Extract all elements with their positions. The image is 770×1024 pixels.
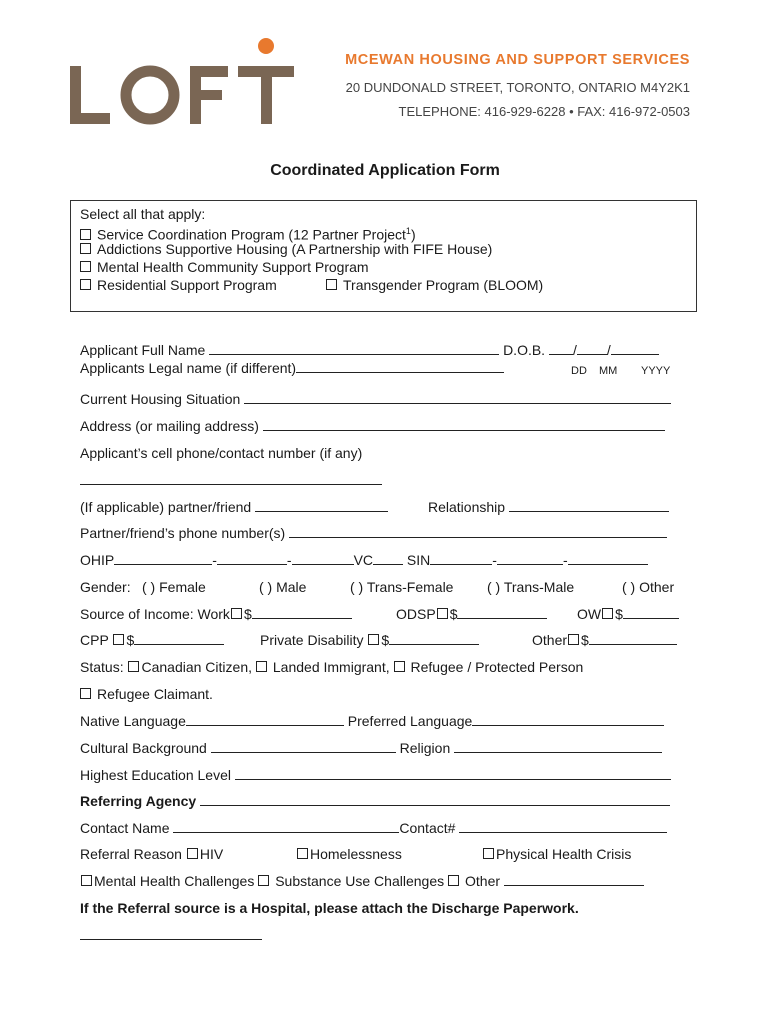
loft-logo: [68, 38, 300, 130]
checkbox[interactable]: [80, 261, 91, 272]
gender-option-trans-female[interactable]: ( ) Trans-Female: [350, 579, 454, 595]
preferred-language-field[interactable]: [472, 712, 664, 726]
org-address: 20 DUNDONALD STREET, TORONTO, ONTARIO M4Y2K1: [345, 80, 690, 95]
sin-field-2[interactable]: [497, 551, 563, 565]
form-title: Coordinated Application Form: [270, 162, 500, 179]
hospital-note: If the Referral source is a Hospital, please attach the Discharge Paperwork.: [80, 900, 579, 916]
legal-name-row: [80, 359, 504, 377]
education-field[interactable]: [235, 766, 671, 780]
housing-field[interactable]: [244, 390, 671, 404]
program-option-service-coordination: Service Coordination Program (12 Partner Project$^1$): [80, 222, 416, 244]
referring-agency-row: Referring Agency: [80, 792, 670, 810]
checkbox[interactable]: [568, 634, 579, 645]
checkbox[interactable]: [113, 634, 124, 645]
gender-option-other[interactable]: ( ) Other: [622, 579, 675, 595]
checkbox[interactable]: [80, 688, 91, 699]
relationship-field[interactable]: [509, 498, 669, 512]
checkbox[interactable]: [256, 661, 267, 672]
dob-mm-caption: MM: [599, 365, 618, 377]
sin-field-3[interactable]: [568, 551, 648, 565]
income-work-row: Source of Income: Work $: [80, 605, 352, 623]
signature-row: [80, 926, 262, 944]
footnote-mark: 1: [405, 226, 411, 236]
checkbox[interactable]: [368, 634, 379, 645]
program-option-addictions: Addictions Supportive Housing (A Partnership with FIFE House): [80, 240, 492, 258]
income-ow-amount[interactable]: [623, 605, 679, 619]
program-option-residential: Residential Support Program: [80, 276, 277, 294]
checkbox[interactable]: [483, 848, 494, 859]
referral-reason-physical-health: Physical Health Crisis: [482, 845, 631, 863]
housing-row: Current Housing Situation: [80, 390, 671, 408]
org-name: MCEWAN HOUSING AND SUPPORT SERVICES: [345, 52, 690, 68]
relationship-row: Relationship: [428, 498, 669, 516]
cultural-background-row: Cultural Background Religion: [80, 739, 662, 757]
checkbox[interactable]: [602, 608, 613, 619]
contact-row: Contact Name Contact#: [80, 819, 667, 837]
native-language-row: Native Language Preferred Language: [80, 712, 664, 730]
checkbox[interactable]: [81, 875, 92, 886]
income-private-disability-row: Private Disability $: [260, 631, 479, 649]
status-refugee-claimant-row: Refugee Claimant.: [80, 685, 213, 703]
program-option-mental-health: Mental Health Community Support Program: [80, 258, 369, 276]
contact-number-field[interactable]: [459, 819, 667, 833]
legal-name-label: Applicants Legal name (if different): [80, 360, 297, 376]
phone-field[interactable]: [80, 471, 382, 485]
status-row: Status: Canadian Citizen, Landed Immigrant, Refugee / Protected Person: [80, 659, 584, 675]
phone-row: [80, 471, 382, 489]
gender-option-trans-male[interactable]: ( ) Trans-Male: [487, 579, 575, 595]
program-option-transgender: Transgender Program (BLOOM): [326, 276, 543, 294]
contact-name-field[interactable]: [173, 819, 399, 833]
income-private-disability-amount[interactable]: [389, 631, 479, 645]
dob-month-field[interactable]: [577, 341, 607, 355]
checkbox[interactable]: [128, 661, 139, 672]
gender-label: Gender:: [80, 579, 131, 595]
org-telephone: TELEPHONE: 416-929-6228 • FAX: 416-972-0503: [398, 104, 690, 119]
dob-day-field[interactable]: [549, 341, 573, 355]
program-instruction: Select all that apply:: [80, 206, 206, 222]
income-other-row: Other $: [532, 631, 677, 649]
income-odsp-row: ODSP $: [396, 605, 547, 623]
income-ow-row: OW $: [577, 605, 679, 623]
checkbox[interactable]: [80, 229, 91, 240]
applicant-full-name-field[interactable]: [209, 341, 499, 355]
gender-option-male[interactable]: ( ) Male: [259, 579, 307, 595]
checkbox[interactable]: [80, 243, 91, 254]
checkbox[interactable]: [437, 608, 448, 619]
dob-label: D.O.B.: [503, 342, 546, 358]
address-field[interactable]: [263, 417, 665, 431]
native-language-field[interactable]: [186, 712, 344, 726]
referral-reason-row: Referral Reason HIV: [80, 846, 224, 862]
applicant-name-row: Applicant Full Name D.O.B. / /: [80, 341, 659, 359]
income-other-amount[interactable]: [589, 631, 677, 645]
cultural-background-field[interactable]: [211, 739, 396, 753]
partner-phone-field[interactable]: [289, 524, 667, 538]
ohip-field-1[interactable]: [114, 551, 212, 565]
checkbox[interactable]: [326, 279, 337, 290]
partner-row: (If applicable) partner/friend: [80, 498, 388, 516]
referral-reason-row-2: Mental Health Challenges Substance Use Challenges Other: [80, 872, 644, 890]
checkbox[interactable]: [448, 875, 459, 886]
ohip-field-3[interactable]: [292, 551, 354, 565]
logo-orange-dot: [258, 38, 274, 54]
income-work-amount[interactable]: [252, 605, 352, 619]
checkbox[interactable]: [394, 661, 405, 672]
dob-yyyy-caption: YYYY: [641, 365, 671, 377]
signature-field[interactable]: [80, 926, 262, 940]
income-cpp-amount[interactable]: [134, 631, 224, 645]
applicant-full-name-label: Applicant Full Name: [80, 342, 206, 358]
checkbox[interactable]: [80, 279, 91, 290]
income-cpp-row: CPP $: [80, 631, 224, 649]
address-row: Address (or mailing address): [80, 417, 665, 435]
income-odsp-amount[interactable]: [457, 605, 547, 619]
referral-reason-homelessness: Homelessness: [296, 845, 402, 863]
legal-name-field[interactable]: [296, 359, 504, 373]
checkbox[interactable]: [258, 875, 269, 886]
religion-field[interactable]: [454, 739, 662, 753]
checkbox[interactable]: [297, 848, 308, 859]
ohip-field-2[interactable]: [217, 551, 287, 565]
dob-year-field[interactable]: [611, 341, 659, 355]
partner-phone-row: Partner/friend’s phone number(s): [80, 524, 667, 542]
checkbox[interactable]: [187, 848, 198, 859]
phone-label: Applicant’s cell phone/contact number (if any): [80, 445, 363, 461]
referring-agency-field[interactable]: [200, 792, 670, 806]
referral-other-field[interactable]: [504, 872, 644, 886]
gender-option-female[interactable]: ( ) Female: [142, 579, 206, 595]
dob-dd-caption: DD: [571, 365, 587, 377]
sin-field-1[interactable]: [430, 551, 492, 565]
ohip-sin-row: OHIP - - VC SIN - -: [80, 551, 648, 569]
checkbox[interactable]: [231, 608, 242, 619]
partner-field[interactable]: [255, 498, 388, 512]
vc-field[interactable]: [373, 551, 403, 565]
education-row: Highest Education Level: [80, 766, 671, 784]
